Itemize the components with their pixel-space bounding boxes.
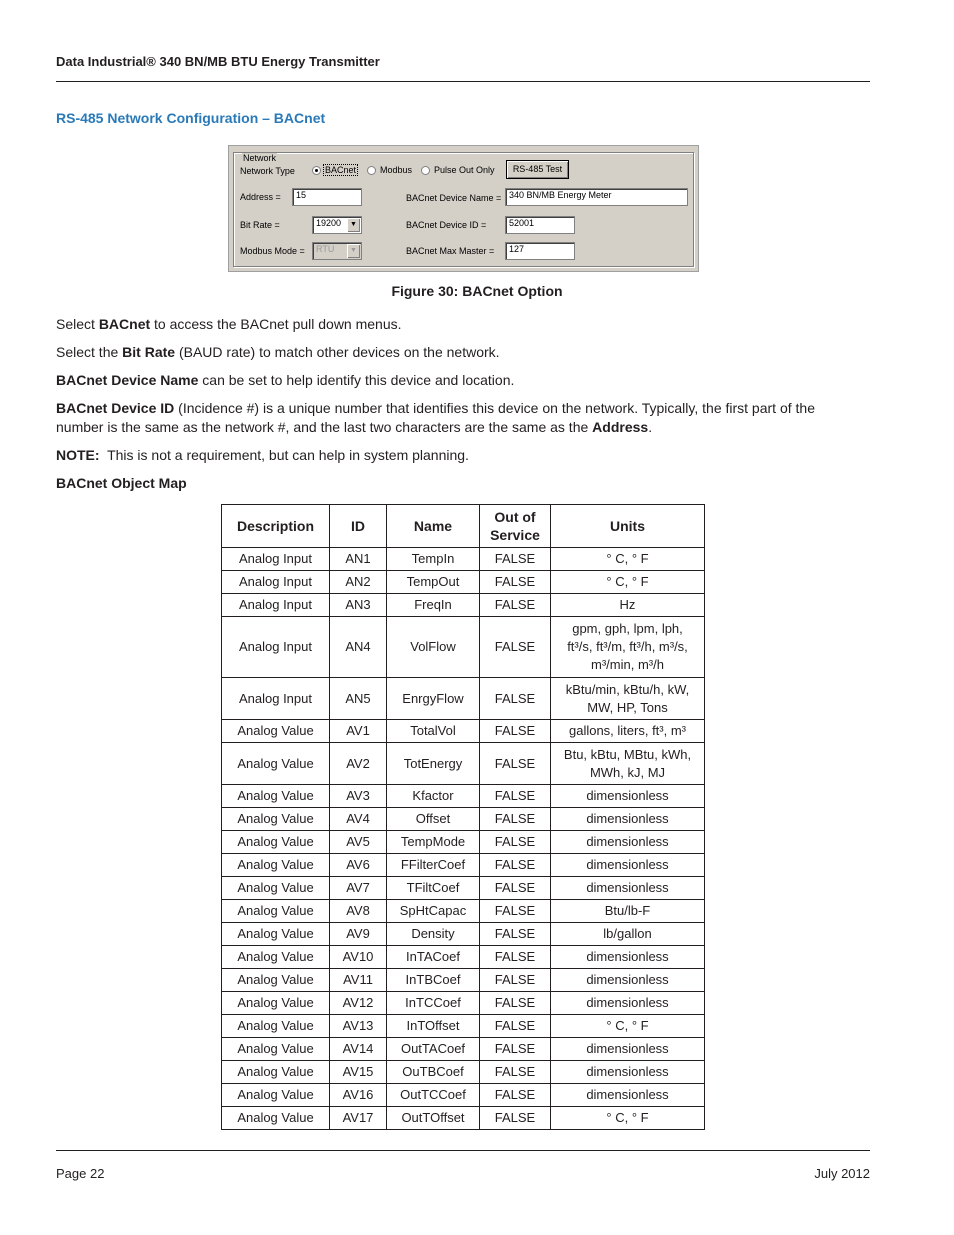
paragraph-device-id: BACnet Device ID (Incidence #) is a unique number that identifies this device on the network. Typically, the first part of the number is the same as the network #, and the last two characters are the same as the Address.: [56, 400, 815, 435]
cell-out-of-service: FALSE: [480, 854, 551, 877]
cell-out-of-service: FALSE: [480, 1015, 551, 1038]
cell-name: TotalVol: [387, 720, 480, 743]
cell-name: Density: [387, 923, 480, 946]
column-header-id: ID: [330, 505, 387, 548]
cell-name: Kfactor: [387, 785, 480, 808]
units-line: ft³/s, ft³/m, ft³/h, m³/s,: [567, 639, 688, 654]
cell-name: Offset: [387, 808, 480, 831]
network-type-label: Network Type: [240, 166, 295, 176]
table-row: [222, 923, 705, 946]
paragraph-bit-rate: Select the Bit Rate (BAUD rate) to match other devices on the network.: [56, 344, 500, 360]
table-row: [222, 1038, 705, 1061]
cell-out-of-service: FALSE: [480, 900, 551, 923]
cell-units: dimensionless: [551, 992, 705, 1015]
cell-out-of-service: FALSE: [480, 720, 551, 743]
column-header-name: Name: [387, 505, 480, 548]
units-line: MW, HP, Tons: [587, 699, 668, 715]
cell-name: InTCCoef: [387, 992, 480, 1015]
footer-divider: [56, 1150, 870, 1151]
cell-id: AN5: [330, 678, 387, 720]
cell-id: AN1: [330, 548, 387, 571]
cell-id: AV14: [330, 1038, 387, 1061]
cell-description: Analog Value: [222, 992, 330, 1015]
cell-description: Analog Input: [222, 594, 330, 617]
cell-out-of-service: FALSE: [480, 1084, 551, 1107]
cell-id: AV11: [330, 969, 387, 992]
cell-id: AV9: [330, 923, 387, 946]
table-row: [222, 992, 705, 1015]
cell-description: Analog Input: [222, 678, 330, 720]
publication-date: July 2012: [814, 1166, 870, 1181]
cell-name: TempMode: [387, 831, 480, 854]
table-row: [222, 854, 705, 877]
cell-description: Analog Input: [222, 617, 330, 678]
paragraph-select-bacnet: Select BACnet to access the BACnet pull down menus.: [56, 316, 402, 332]
cell-name: TempIn: [387, 548, 480, 571]
cell-id: AV13: [330, 1015, 387, 1038]
network-group-label: Network: [243, 153, 277, 163]
address-input[interactable]: 15: [292, 188, 362, 206]
header-divider: [56, 81, 870, 82]
cell-description: Analog Value: [222, 854, 330, 877]
address-label: Address =: [240, 192, 281, 202]
bacnet-object-map-table: [221, 504, 705, 1130]
cell-id: AV4: [330, 808, 387, 831]
cell-name: FreqIn: [387, 594, 480, 617]
table-row: [222, 571, 705, 594]
table-row: [222, 720, 705, 743]
cell-out-of-service: FALSE: [480, 923, 551, 946]
cell-out-of-service: FALSE: [480, 831, 551, 854]
bacnet-radio[interactable]: [312, 166, 321, 175]
pulse-out-radio-label[interactable]: Pulse Out Only: [434, 165, 495, 175]
cell-out-of-service: FALSE: [480, 877, 551, 900]
cell-units: dimensionless: [551, 969, 705, 992]
cell-name: OutTOffset: [387, 1107, 480, 1130]
cell-description: Analog Value: [222, 923, 330, 946]
cell-units: Hz: [551, 594, 705, 617]
cell-description: Analog Value: [222, 1015, 330, 1038]
table-row: [222, 946, 705, 969]
cell-name: TotEnergy: [387, 743, 480, 785]
cell-id: AV2: [330, 743, 387, 785]
cell-id: AV16: [330, 1084, 387, 1107]
cell-out-of-service: FALSE: [480, 571, 551, 594]
cell-name: FFilterCoef: [387, 854, 480, 877]
cell-name: EnrgyFlow: [387, 678, 480, 720]
cell-name: InTBCoef: [387, 969, 480, 992]
table-row: [222, 617, 705, 678]
table-row: [222, 1084, 705, 1107]
table-row: [222, 831, 705, 854]
table-row: [222, 1107, 705, 1130]
note-text: This is not a requirement, but can help in system planning.: [99, 447, 469, 463]
cell-description: Analog Value: [222, 1061, 330, 1084]
max-master-input[interactable]: 127: [505, 242, 575, 260]
cell-out-of-service: FALSE: [480, 594, 551, 617]
object-map-title: BACnet Object Map: [56, 475, 187, 491]
cell-description: Analog Value: [222, 877, 330, 900]
cell-id: AV1: [330, 720, 387, 743]
cell-units: gallons, liters, ft³, m³: [551, 720, 705, 743]
table-row: [222, 1061, 705, 1084]
cell-description: Analog Value: [222, 1107, 330, 1130]
cell-units: dimensionless: [551, 1038, 705, 1061]
cell-out-of-service: FALSE: [480, 808, 551, 831]
bit-rate-label: Bit Rate =: [240, 220, 280, 230]
table-row: [222, 808, 705, 831]
rs485-test-button[interactable]: RS-485 Test: [506, 160, 569, 179]
column-header-description: Description: [222, 505, 330, 548]
table-row: [222, 969, 705, 992]
cell-description: Analog Value: [222, 969, 330, 992]
table-row: [222, 548, 705, 571]
cell-id: AV17: [330, 1107, 387, 1130]
column-header-units: Units: [551, 505, 705, 548]
page-number: Page 22: [56, 1166, 105, 1181]
cell-name: SpHtCapac: [387, 900, 480, 923]
cell-units: dimensionless: [551, 808, 705, 831]
cell-units: dimensionless: [551, 946, 705, 969]
cell-id: AV15: [330, 1061, 387, 1084]
device-name-label: BACnet Device Name =: [406, 193, 502, 203]
cell-out-of-service: FALSE: [480, 992, 551, 1015]
note-label: NOTE:: [56, 447, 100, 463]
cell-name: OutTCCoef: [387, 1084, 480, 1107]
cell-id: AV3: [330, 785, 387, 808]
cell-id: AN3: [330, 594, 387, 617]
table-row: [222, 900, 705, 923]
cell-units: Btu/lb-F: [551, 900, 705, 923]
cell-units: ° C, ° F: [551, 548, 705, 571]
cell-name: OutTACoef: [387, 1038, 480, 1061]
cell-units: [551, 743, 705, 785]
max-master-label: BACnet Max Master =: [406, 246, 495, 256]
cell-id: AV10: [330, 946, 387, 969]
pulse-out-radio[interactable]: [421, 166, 430, 175]
table-row: [222, 594, 705, 617]
cell-description: Analog Value: [222, 1084, 330, 1107]
cell-id: AV5: [330, 831, 387, 854]
cell-description: Analog Value: [222, 900, 330, 923]
note-paragraph: [56, 446, 856, 465]
cell-units: dimensionless: [551, 785, 705, 808]
chevron-down-icon[interactable]: ▼: [347, 244, 360, 258]
cell-description: Analog Value: [222, 743, 330, 785]
bit-rate-select[interactable]: [312, 216, 362, 234]
cell-out-of-service: FALSE: [480, 785, 551, 808]
units-line: Btu, kBtu, MBtu, kWh,: [563, 746, 692, 762]
units-line: MWh, kJ, MJ: [589, 764, 666, 780]
cell-id: AN4: [330, 617, 387, 678]
cell-units: dimensionless: [551, 877, 705, 900]
cell-name: InTACoef: [387, 946, 480, 969]
cell-units: dimensionless: [551, 831, 705, 854]
cell-out-of-service: FALSE: [480, 617, 551, 678]
cell-description: Analog Value: [222, 831, 330, 854]
cell-description: Analog Value: [222, 720, 330, 743]
modbus-mode-label: Modbus Mode =: [240, 246, 305, 256]
cell-id: AV7: [330, 877, 387, 900]
cell-name: OuTBCoef: [387, 1061, 480, 1084]
table-row: [222, 743, 705, 785]
cell-id: AV6: [330, 854, 387, 877]
cell-description: Analog Input: [222, 571, 330, 594]
chevron-down-icon[interactable]: ▼: [347, 218, 360, 232]
paragraph-device-name: BACnet Device Name can be set to help identify this device and location.: [56, 372, 515, 388]
cell-units: ° C, ° F: [551, 571, 705, 594]
units-line: m³/min, m³/h: [591, 657, 664, 672]
table-row: [222, 877, 705, 900]
cell-description: Analog Value: [222, 946, 330, 969]
bacnet-radio-label[interactable]: BACnet: [325, 165, 357, 175]
cell-out-of-service: FALSE: [480, 743, 551, 785]
table-row: [222, 785, 705, 808]
cell-name: VolFlow: [387, 617, 480, 678]
column-header-out-of-service: Out of Service: [480, 505, 551, 548]
modbus-mode-select[interactable]: [312, 242, 362, 260]
network-config-dialog: [228, 145, 699, 272]
table-row: [222, 678, 705, 720]
table-header-row: [222, 505, 705, 548]
cell-description: Analog Value: [222, 808, 330, 831]
cell-id: AV12: [330, 992, 387, 1015]
cell-out-of-service: FALSE: [480, 1038, 551, 1061]
cell-units: ° C, ° F: [551, 1107, 705, 1130]
cell-units: lb/gallon: [551, 923, 705, 946]
cell-description: Analog Input: [222, 548, 330, 571]
cell-out-of-service: FALSE: [480, 969, 551, 992]
cell-units: ° C, ° F: [551, 1015, 705, 1038]
cell-out-of-service: FALSE: [480, 1061, 551, 1084]
cell-id: AV8: [330, 900, 387, 923]
modbus-radio[interactable]: [367, 166, 376, 175]
cell-units: [551, 678, 705, 720]
cell-id: AN2: [330, 571, 387, 594]
cell-name: TempOut: [387, 571, 480, 594]
cell-out-of-service: FALSE: [480, 1107, 551, 1130]
cell-out-of-service: FALSE: [480, 946, 551, 969]
units-line: kBtu/min, kBtu/h, kW,: [565, 681, 690, 697]
bit-rate-value: 19200: [316, 218, 342, 228]
cell-name: InTOffset: [387, 1015, 480, 1038]
cell-name: TFiltCoef: [387, 877, 480, 900]
device-name-input[interactable]: 340 BN/MB Energy Meter: [505, 188, 688, 206]
section-title: RS-485 Network Configuration – BACnet: [56, 110, 326, 126]
units-line: gpm, gph, lpm, lph,: [572, 621, 683, 636]
device-id-input[interactable]: 52001: [505, 216, 575, 234]
figure-caption: Figure 30: BACnet Option: [391, 283, 563, 299]
cell-units: dimensionless: [551, 1084, 705, 1107]
document-header-title: Data Industrial® 340 BN/MB BTU Energy Transmitter: [56, 54, 380, 69]
cell-description: Analog Value: [222, 1038, 330, 1061]
device-id-label: BACnet Device ID =: [406, 220, 487, 230]
modbus-radio-label[interactable]: Modbus: [380, 165, 413, 175]
cell-out-of-service: FALSE: [480, 548, 551, 571]
cell-units: [551, 617, 705, 678]
table-row: [222, 1015, 705, 1038]
cell-units: dimensionless: [551, 854, 705, 877]
cell-units: dimensionless: [551, 1061, 705, 1084]
cell-description: Analog Value: [222, 785, 330, 808]
modbus-mode-value: RTU: [316, 244, 335, 254]
cell-out-of-service: FALSE: [480, 678, 551, 720]
